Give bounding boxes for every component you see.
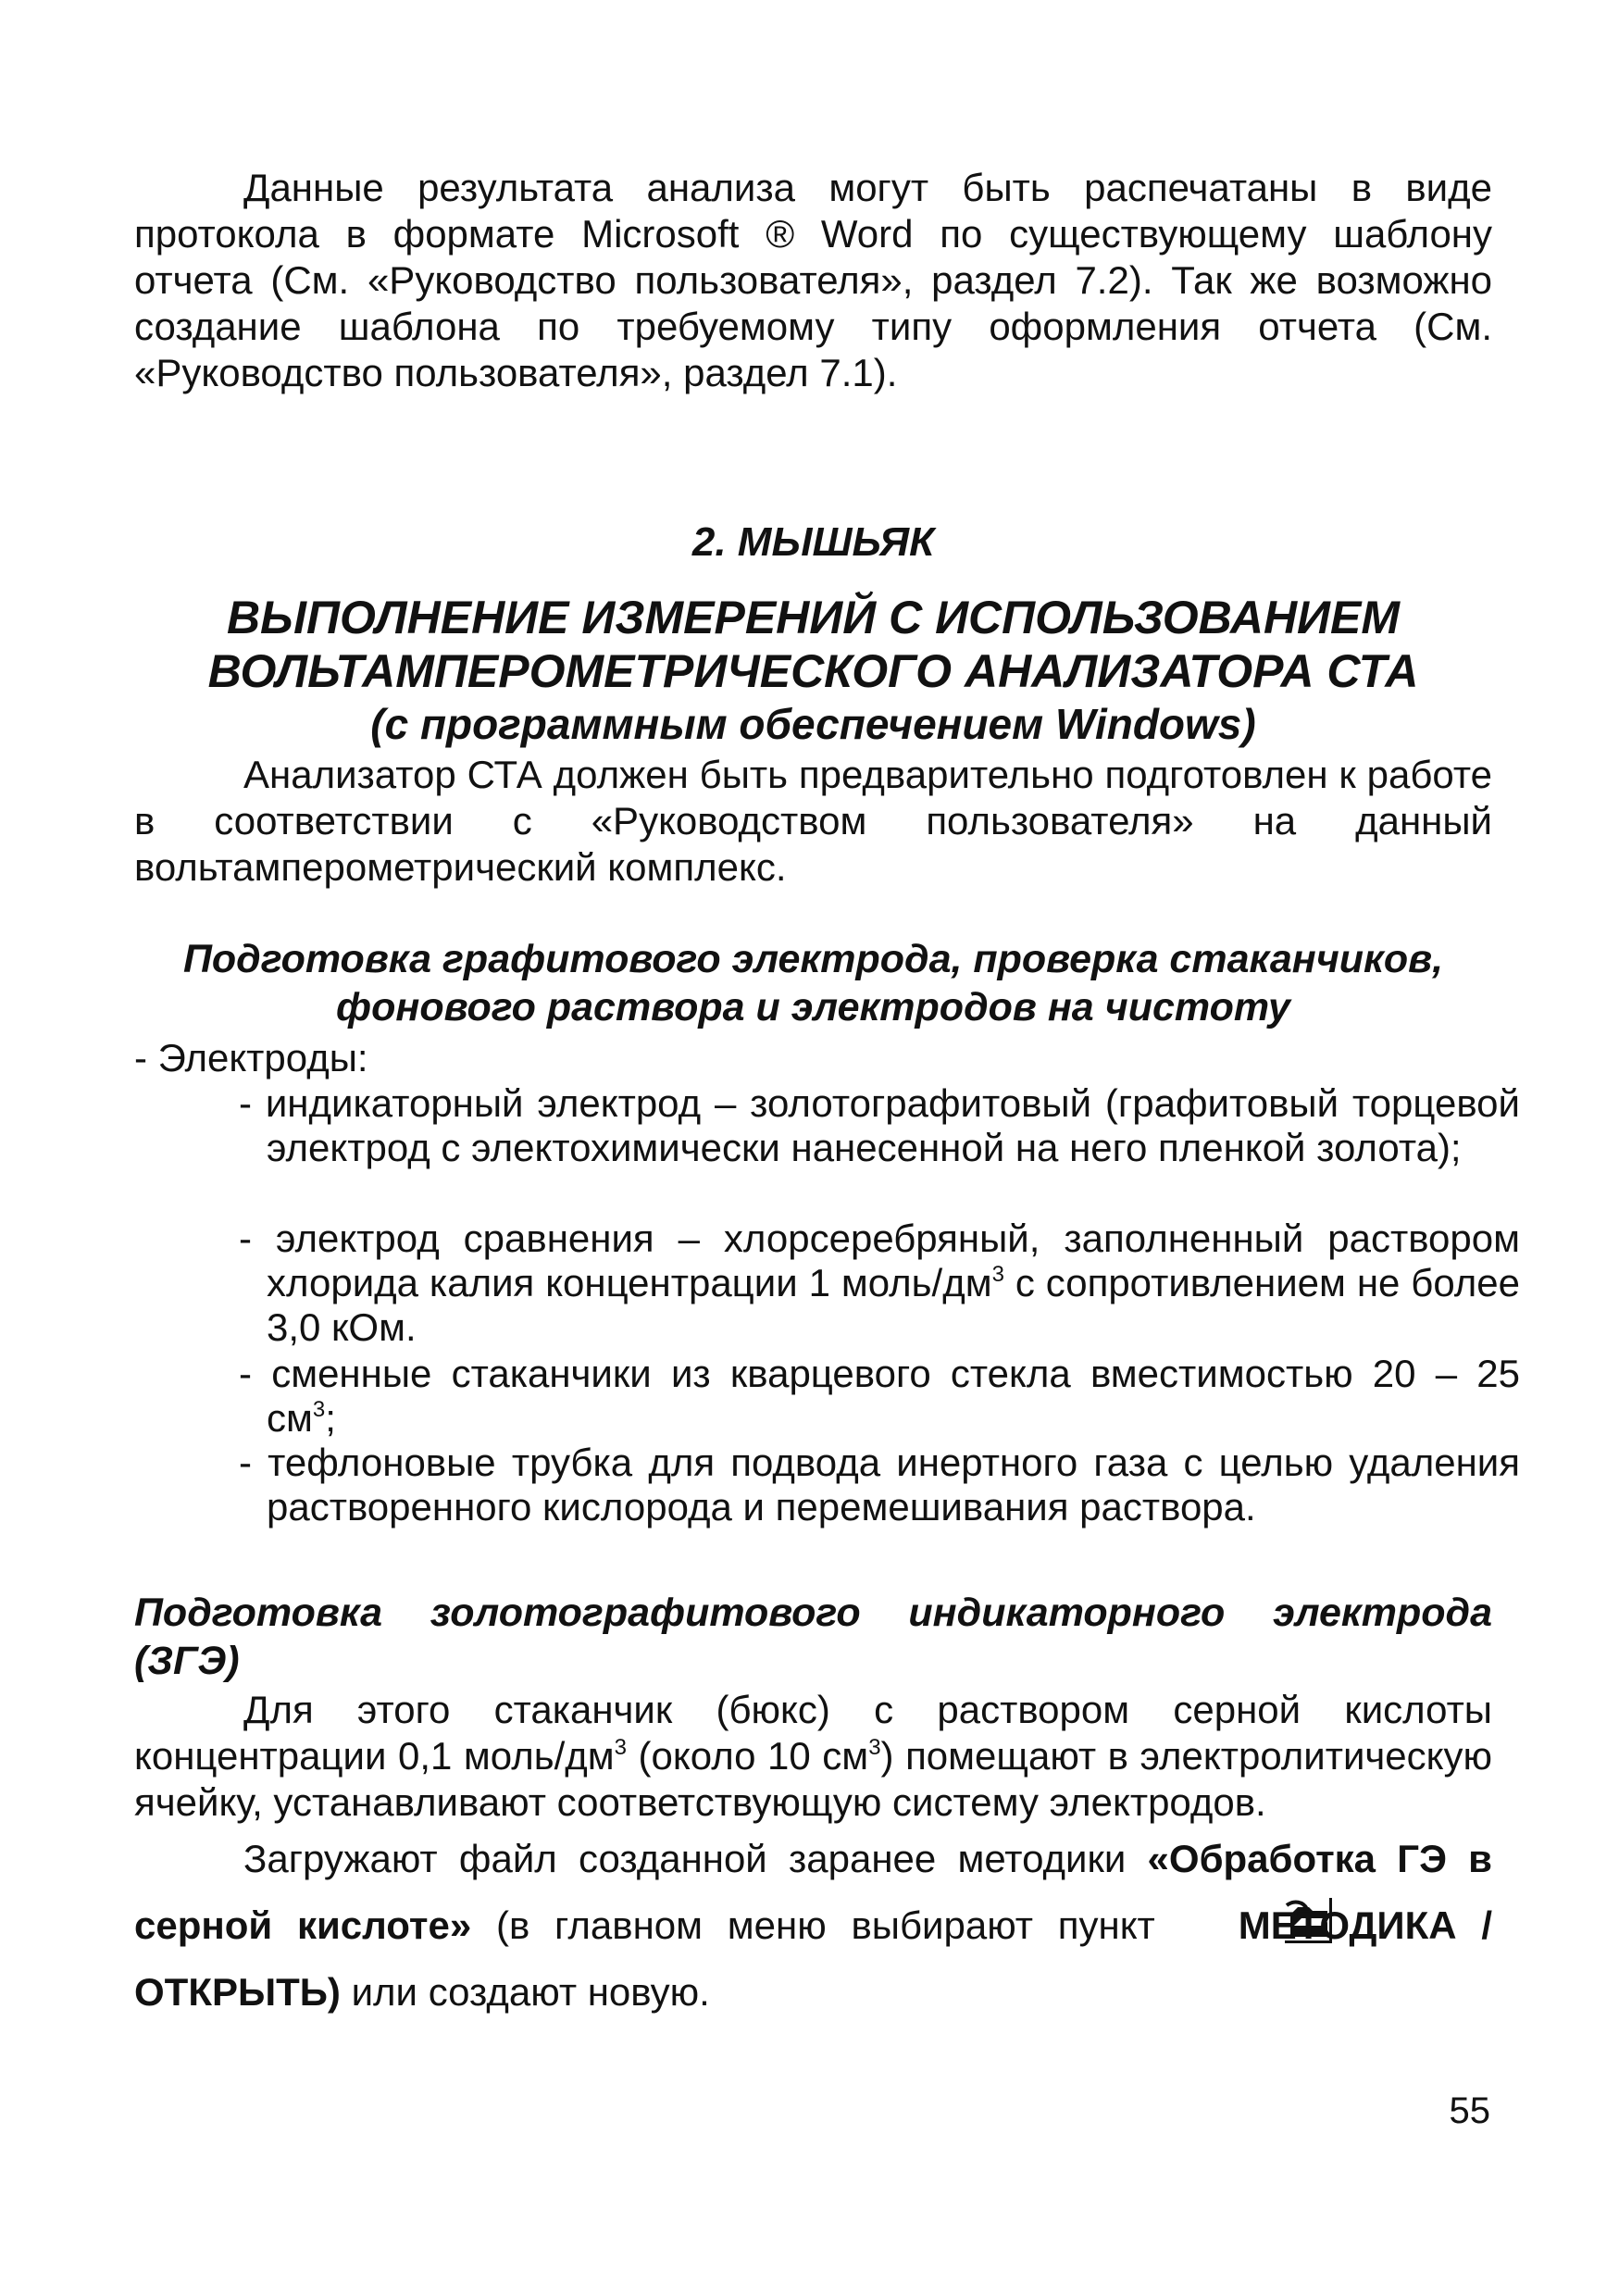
list-item-quartz-cups xyxy=(239,1352,1520,1441)
intro-paragraph: Данные результата анализа могут быть распечатаны в виде протокола в формате Microsoft ® Word по существующему шаблону отчета (См. «Руководство пользователя», раздел 7.2). Так же возможно создание шаблона по требуемому типу оформления отчета (См. «Руководство пользователя», раздел 7.1). xyxy=(134,166,1492,394)
electrodes-label: - Электроды: xyxy=(134,1036,368,1079)
zge-heading: Подготовка золотографитового индикаторного электрода (ЗГЭ) xyxy=(134,1591,1492,1683)
open-folder-icon xyxy=(1168,1898,1226,1944)
item2-superscript: 3 xyxy=(991,1262,1004,1287)
section-subtitle: (с программным обеспечением Windows) xyxy=(370,700,1256,748)
zge-p1-text-c: ) помещают в электролитическую ячейку, устанавливают соответствующую систему электродов. xyxy=(134,1734,1493,1824)
prep-heading-line2: фонового раствора и электродов на чистоту xyxy=(336,985,1290,1029)
zge-p1-text-b: (около 10 см xyxy=(627,1734,869,1778)
item3-text-b: ; xyxy=(325,1396,336,1440)
zge-p2-method-name: «Обработка ГЭ в серной кислоте» xyxy=(134,1837,1492,1947)
item2-text-a: - электрод сравнения – хлорсеребряный, заполненный раствором хлорида калия концентрации 1 моль/дм xyxy=(239,1217,1520,1304)
item3-text-a: - сменные стаканчики из кварцевого стекла вместимостью 20 – 25 см xyxy=(239,1352,1520,1440)
zge-p2-text-c: или создают новую. xyxy=(340,1970,710,2014)
zge-p1-text-a: Для этого стаканчик (бюкс) с раствором серной кислоты концентрации 0,1 моль/дм xyxy=(134,1688,1492,1778)
zge-p1-superscript-2: 3 xyxy=(868,1735,881,1760)
item2-text-b: с сопротивлением не более 3,0 кОм. xyxy=(267,1261,1520,1349)
section-number: 2. МЫШЬЯК xyxy=(691,519,935,565)
zge-p1-superscript-1: 3 xyxy=(614,1735,628,1760)
analyzer-paragraph: Анализатор СТА должен быть предварительно подготовлен к работе в соответствии с «Руководством пользователя» на данный вольтамперометрический комплекс. xyxy=(134,753,1492,889)
zge-p2-text-b: (в главном меню выбирают пункт xyxy=(471,1903,1155,1947)
list-item-reference-electrode xyxy=(239,1217,1520,1350)
page-number: 55 xyxy=(1449,2090,1490,2131)
zge-paragraph-2 xyxy=(134,1826,1492,2026)
zge-p2-menu-path: МЕТОДИКА / ОТКРЫТЬ) xyxy=(134,1903,1493,2014)
zge-p2-text-a: Загружают файл созданной заранее методики xyxy=(243,1837,1148,1880)
item3-superscript: 3 xyxy=(312,1397,326,1422)
section-title-line2: ВОЛЬТАМПЕРОМЕТРИЧЕСКОГО АНАЛИЗАТОРА СТА xyxy=(207,645,1419,697)
zge-paragraph-1 xyxy=(134,1687,1492,1826)
prep-heading-line1: Подготовка графитового электрода, проверка стаканчиков, xyxy=(182,937,1444,981)
list-item-teflon-tube: - тефлоновые трубка для подвода инертного газа с целью удаления растворенного кислорода и перемешивания раствора. xyxy=(239,1441,1520,1529)
list-item-indicator-electrode: - индикаторный электрод – золотографитовый (графитовый торцевой электрод с электохимически нанесенной на него пленкой золота); xyxy=(239,1081,1520,1169)
section-title-line1: ВЫПОЛНЕНИЕ ИЗМЕРЕНИЙ С ИСПОЛЬЗОВАНИЕМ xyxy=(226,592,1401,643)
